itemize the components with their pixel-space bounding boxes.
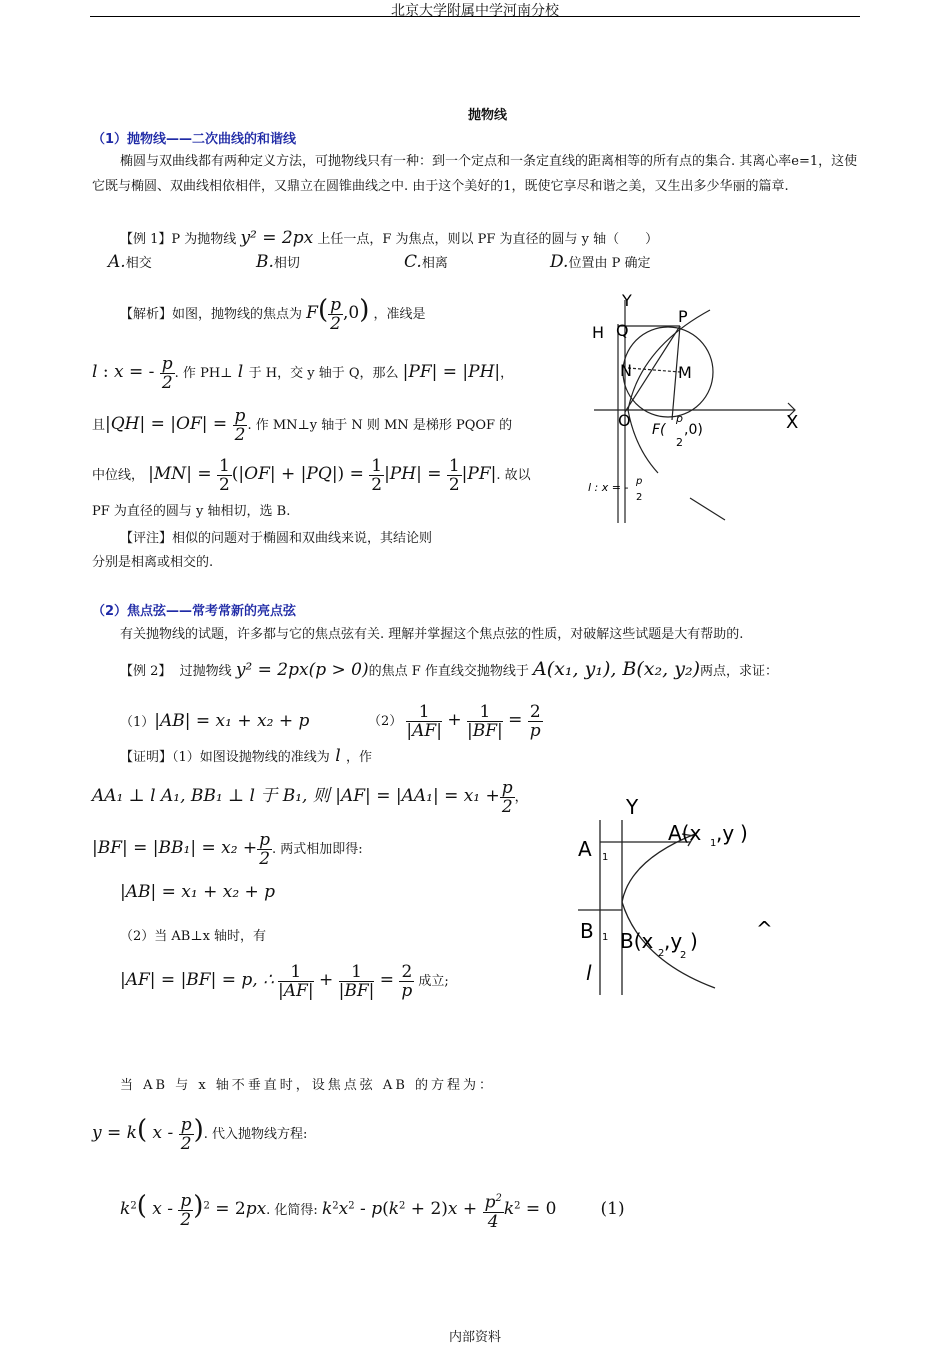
option-a[interactable] [108,252,152,272]
solution-text: . 作 MN⊥y 轴于 N 则 MN 是梯形 PQOF 的 [247,418,513,433]
segment-mn [628,368,680,372]
solution-line-1: 【解析】如图，抛物线的焦点为 F( $\frac{p}{2}$ ,0) ，准线是 [120,295,426,334]
label-b1-sub: 1 [602,932,609,943]
label-b-y: ,y [664,929,683,953]
label-a1-sub: 1 [602,852,609,863]
option-letter: D. [550,252,569,272]
proof-line-5: （2）当 AB⊥x 轴时，有 [120,929,267,944]
part-1-equation: |AB| = x₁ + x₂ + p [154,711,310,731]
label-l: l [586,961,592,985]
label-x: X [786,412,799,433]
option-letter: C. [404,252,422,272]
label-m: M [678,363,692,382]
circle-pf [623,327,713,417]
proof-line-9: $k^2$( x - $\frac{p}{2}$ )$^2$ = 2px. 化简得: $k^2x^2 - p(k^2 + 2)x$ + $\frac{p^2}{4}$ $k^2 = 0$ (1) [120,1191,625,1232]
figure-1-parabola-circle [580,288,810,538]
label-n: N [620,361,632,380]
label-f: F( [652,422,666,438]
label-y: Y [626,795,639,819]
proof-equation: |BF| = |BB₁| = x₂ + [92,838,258,858]
proof-equation: AA₁ ⊥ l A₁, BB₁ ⊥ l 于 B₁, 则 |AF| = |AA₁| = x₁ + [92,786,500,806]
option-text: 位置由 P 确定 [568,256,651,271]
label-f-p: p [676,412,683,425]
option-letter: A. [108,252,126,272]
section-1-heading: （1）抛物线——二次曲线的和谐线 [92,132,297,147]
page-title: 抛物线 [468,108,508,123]
proof-text: （1）如图设抛物线的准线为 [172,750,330,765]
label-b: B(x [620,929,654,953]
note-line-1 [120,527,432,546]
label-o: O [618,411,631,430]
solution-text: ，准线是 [373,307,426,322]
label-a-close: ) [740,821,748,845]
parabola-upper [628,310,710,410]
proof-text: . 两式相加即得: [272,842,363,857]
option-c[interactable] [404,252,448,272]
proof-label: 【证明】 [120,750,173,765]
header-rule [90,16,860,17]
label-a-y: ,y [716,821,735,845]
parabola-lower [628,410,658,473]
label-y: Y [622,291,632,310]
example-1-question [120,228,658,248]
proof-line-8: y = k( x - $\frac{p}{2}$ ). 代入抛物线方程: [92,1115,308,1154]
example-2-equation: y² = 2px(p > 0) [235,660,369,680]
solution-line-3: 且|QH| = |OF| = $\frac{p}{2}$ . 作 MN⊥y 轴于 N 则 MN 是梯形 PQOF 的 [92,406,513,445]
label-b-sub2: 2 [680,950,687,961]
example-2-points: A(x₁, y₁), B(x₂, y₂) [533,658,700,680]
label-f-end: ,0) [684,422,703,438]
label-a-sub1: 1 [710,838,717,849]
proof-text: . 代入抛物线方程: [203,1127,308,1142]
solution-label: 【解析】 [120,307,173,322]
label-b-sub1: 2 [658,948,665,959]
proof-line-3: |BF| = |BB₁| = x₂ + $\frac{p}{2}$ . 两式相加即得: [92,830,363,869]
label-q: Q [616,321,629,340]
proof-line-7: 当 AB 与 x 轴不垂直时，设焦点弦 AB 的方程为： [120,1078,496,1093]
example-2-text: 过抛物线 [179,664,232,679]
label-a: A(x [668,821,702,845]
label-directrix: l : x = - [588,481,629,494]
label-directrix-2: 2 [636,492,643,503]
note-label: 【评注】 [120,531,173,546]
label-b-close: ) [690,929,698,953]
option-text: 相切 [273,256,300,271]
section-2-heading: （2）焦点弦——常考常新的亮点弦 [92,604,297,619]
solution-line-2: l : x = - $\frac{p}{2}$ . 作 PH⊥ l 于 H，交 y 轴于 Q，那么 |PF| = |PH|， [92,354,514,393]
example-1-label: 【例 1】 [120,232,172,247]
note-text: 相似的问题对于椭圆和双曲线来说，其结论则 [172,531,433,546]
figure-2-focal-chord [570,790,790,1000]
proof-line-4: |AB| = x₁ + x₂ + p [120,882,276,902]
note-line-2: 分别是相离或相交的. [92,555,214,570]
example-2-question [120,652,778,689]
solution-line-5: PF 为直径的圆与 y 轴相切，选 B. [92,504,291,519]
label-a1: A [578,837,592,861]
label-b1: B [580,919,594,943]
solution-text: 于 H，交 y 轴于 Q，那么 [248,366,399,381]
proof-text: 成立; [418,974,449,989]
example-2-label: 【例 2】 [120,664,172,679]
solution-text: 如图，抛物线的焦点为 [172,307,303,322]
option-text: 相交 [125,256,152,271]
example-2-text-b: 的焦点 F 作直线交抛物线于 [368,664,529,679]
example-2-part-2: （2） $\frac{1}{|AF|}$ + $\frac{1}{|BF|}$ = $\frac{2}{p}$ [368,702,541,741]
option-letter: B. [256,252,274,272]
arrow-stroke [690,498,725,520]
example-1-equation: y² = 2px [240,228,314,248]
solution-text: . 故以 [496,468,531,483]
proof-line-1: 【证明】（1）如图设抛物线的准线为 l ，作 [120,746,373,766]
label-h: H [592,323,605,342]
label-f-2: 2 [676,436,683,449]
solution-text: . 作 PH⊥ [174,366,233,381]
section-1-intro: 椭圆与双曲线都有两种定义方法，可抛物线只有一种：到一个定点和一条定直线的距离相等的所有点的集合. 其离心率e=1，这使它既与椭圆、双曲线相依相伴，又鼎立在圆锥曲线之中. 由于这个美好的1，既使它享尽和谐之美，又生出多少华丽的篇章. [92,154,858,194]
page-header: 北京大学附属中学河南分校 [391,3,559,19]
label-p: P [678,307,688,326]
proof-line-6: |AF| = |BF| = p, ∴ $\frac{1}{|AF|}$ + $\frac{1}{|BF|}$ = $\frac{2}{p}$ 成立; [120,962,449,1001]
label-caret: ^ [756,917,773,941]
page-footer: 内部资料 [448,1330,501,1345]
example-2-text-c: 两点，求证： [699,664,778,679]
example-1-text-b: 上任一点，F 为焦点，则以 PF 为直径的圆与 y 轴（ ） [317,232,659,247]
part-label: （1） [120,715,155,730]
option-b[interactable] [256,252,300,272]
example-2-part-1 [120,704,309,740]
part-label: （2） [368,714,403,729]
solution-line-4: 中位线， |MN| = $\frac{1}{2}$ (|OF| + |PQ|) = $\frac{1}{2}$ |PH| = $\frac{1}{2}$ |PF|. 故以 [92,456,531,495]
label-directrix-p: p [636,476,643,487]
option-d[interactable] [550,252,650,272]
proof-equation: |AF| = |BF| = p, ∴ [120,970,274,990]
option-text: 相离 [421,256,448,271]
section-2-intro: 有关抛物线的试题，许多都与它的焦点弦有关. 理解并掌握这个焦点弦的性质，对破解这些试题是大有帮助的. [120,627,744,642]
proof-line-2: AA₁ ⊥ l A₁, BB₁ ⊥ l 于 B₁, 则 |AF| = |AA₁| = x₁ + $\frac{p}{2}$ ， [92,778,528,817]
proof-text: ，作 [346,750,373,765]
proof-text: . 化简得: [266,1203,318,1218]
equation-number: (1) [600,1199,625,1219]
solution-text: 且 [92,418,106,433]
example-1-text: P 为抛物线 [171,232,237,247]
solution-text: 中位线， [92,468,145,483]
